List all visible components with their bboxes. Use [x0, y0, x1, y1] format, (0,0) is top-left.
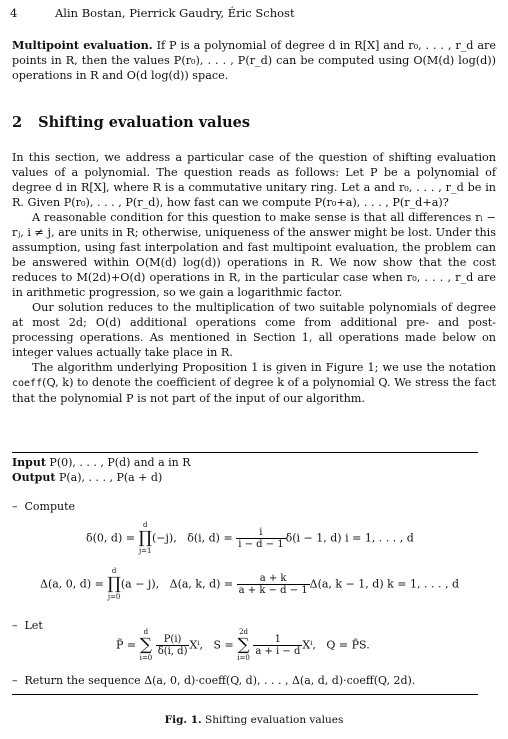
multipoint-lead: Multipoint evaluation. [12, 38, 153, 52]
paragraph-3: Our solution reduces to the multiplication of two suitable polynomials of degree at most 2d; O(d) additional operations come from additional pre- and post-processing operations. As mentioned in Section 1, all operations made below on integer values actually take place in R. [12, 301, 496, 359]
fraction-4: $\frac{1}{a + i - d}$ [255, 634, 301, 657]
figure-bottom-rule [12, 694, 478, 695]
paragraph-1: In this section, we address a particular case of the question of shifting evaluation values of a polynomial. The question reads as follows: Let P be a polynomial of degree d in R[X], where R is a commutative unitary ring. Let a and r₀, . . . , r_d be in R. Given P(r₀), . . . , P(r_d), how fast can we compute P(r₀+a), . . . , P(r_d+a)? [12, 151, 496, 209]
figure-top-rule [12, 452, 478, 453]
equation-polynomials: P̃ = d ∑ i=0 $\frac{P(i)}{\delta(i, d)}$ Xⁱ, S = 2d ∑ i=0 $\frac{1}{a + i - d}$ Xⁱ, Q = P̃S. [116, 628, 370, 662]
paragraph-4-b: (Q, k) to denote the coefficient of degree k of a polynomial Q. We stress the fact that the polynomial P is not part of the input of our algorithm. [12, 376, 496, 405]
fraction-2: $\frac{a + k}{a + k - d - 1}$ [238, 573, 308, 596]
paragraph-2: A reasonable condition for this question to make sense is that all differences rᵢ − rⱼ, i ≠ j, are units in R; otherwise, uniqueness of the answer might be lost. Under this assumption, using fast interpolation and fast multipoint evaluation, the problem can be answered within O(M(d) log(d)) operations in R. We now show that the cost reduces to M(2d)+O(d) operations in R, in the particular case when r₀, . . . , r_d are in arithmetic progression, so we gain a logarithmic factor. [12, 211, 496, 299]
caption-text: Shifting evaluation values [205, 714, 344, 726]
running-authors: Alin Bostan, Pierrick Gaudry, Éric Schost [55, 6, 295, 20]
product-operator-2: d ∏ j=0 [107, 567, 121, 601]
fraction-3: $\frac{P(i)}{\delta(i, d)}$ [157, 634, 188, 657]
multipoint-text: If P is a polynomial of degree d in R[X] and r₀, . . . , r_d are points in R, then the values P(r₀), . . . , P(r_d) can be computed using O(M(d) log(d)) operations in R and O(d log(d)) space. [12, 39, 496, 82]
equation-Delta: Δ(a, 0, d) = d ∏ j=0(a − j), Δ(a, k, d) = $\frac{a + k}{a + k - d - 1}$ Δ(a, k − 1, d) k = 1, . . . , d [40, 567, 459, 601]
algo-input: Input P(0), . . . , P(d) and a in R [12, 456, 191, 469]
figure-caption [0, 714, 508, 726]
section-heading [12, 114, 266, 131]
multipoint-evaluation-block [12, 38, 496, 83]
sum-operator-1: d ∑ i=0 [139, 628, 153, 662]
algo-output: Output P(a), . . . , P(a + d) [12, 471, 163, 484]
section-title: Shifting evaluation values [38, 114, 251, 131]
paragraph-4-code: coeff [12, 378, 43, 389]
product-operator-1: d ∏ j=1 [138, 521, 152, 555]
fraction-1: $\frac{i}{i - d - 1}$ [238, 527, 284, 550]
sum-operator-2: 2d ∑ i=0 [237, 628, 250, 662]
section-number: 2 [12, 114, 23, 131]
step-let: – Let [12, 619, 43, 632]
page-number: 4 [10, 6, 18, 20]
paragraph-4 [12, 360, 496, 406]
section-body [12, 150, 496, 406]
step-compute: – Compute [12, 500, 76, 513]
paragraph-4-a: The algorithm underlying Proposition 1 is given in Figure 1; we use the notation [32, 361, 496, 374]
step-return: – Return the sequence Δ(a, 0, d)·coeff(Q, d), . . . , Δ(a, d, d)·coeff(Q, 2d). [12, 674, 416, 687]
equation-delta: δ(0, d) = d ∏ j=1(−j), δ(i, d) = $\frac{i}{i - d - 1}$ δ(i − 1, d) i = 1, . . . , d [86, 521, 414, 555]
caption-label: Fig. 1. [164, 714, 202, 726]
